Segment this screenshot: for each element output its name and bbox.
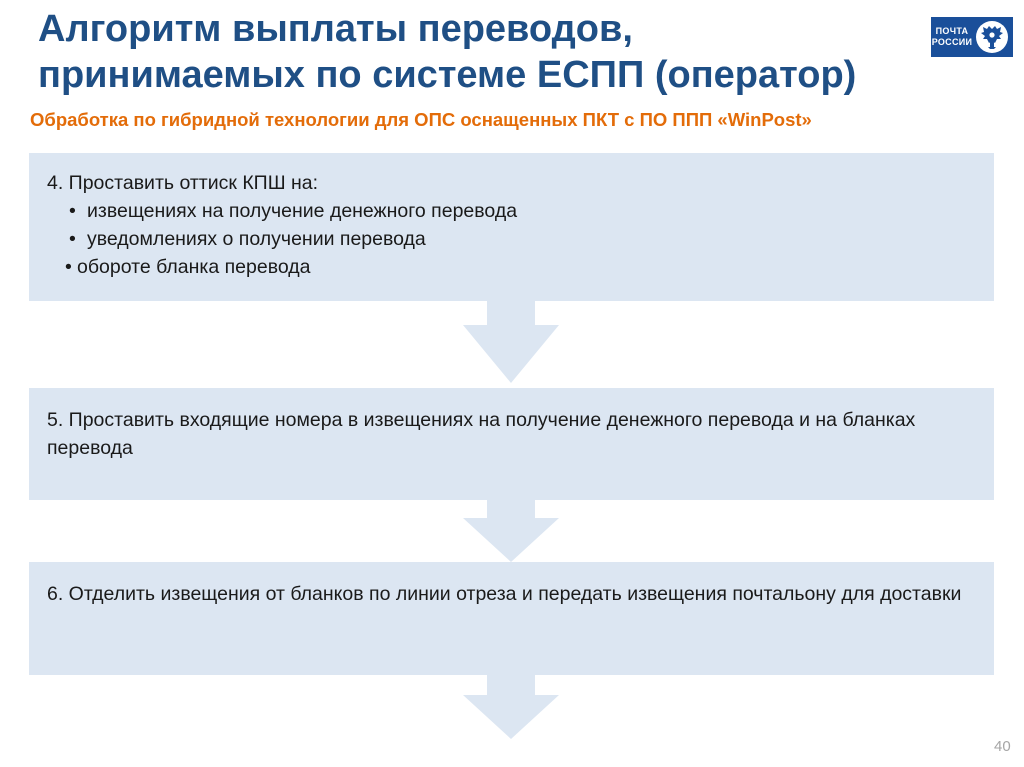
- bullet-text: уведомлениях о получении перевода: [87, 228, 426, 250]
- page-number: 40: [994, 738, 1011, 755]
- step-6-text: 6. Отделить извещения от бланков по линии отреза и передать извещения почтальону для доставки: [47, 583, 962, 605]
- logo-text-line-1: ПОЧТА: [935, 26, 969, 36]
- down-arrow-icon: [463, 500, 559, 562]
- down-arrow-icon: [463, 675, 559, 739]
- list-item: [47, 197, 974, 225]
- pochta-rossii-logo: [931, 17, 1013, 57]
- step-6-box: [29, 562, 994, 675]
- down-arrow-icon: [463, 301, 559, 383]
- logo-text: [931, 26, 973, 48]
- title-line-1: Алгоритм выплаты переводов,: [38, 8, 633, 50]
- step-5-text: 5. Проставить входящие номера в извещениях на получение денежного перевода и на бланках перевода: [47, 409, 916, 459]
- bullet-text: обороте бланка перевода: [77, 256, 311, 278]
- double-headed-eagle-icon: [975, 20, 1009, 54]
- bullet-text: извещениях на получение денежного перевода: [87, 200, 518, 222]
- logo-text-line-2: РОССИИ: [931, 37, 973, 47]
- bullet-dot: •: [65, 256, 72, 278]
- step-4-bullet-list: [47, 197, 974, 281]
- bullet-dot: •: [69, 228, 76, 250]
- list-item: [47, 253, 974, 281]
- bullet-dot: •: [69, 200, 76, 222]
- list-item: [47, 225, 974, 253]
- title-line-2: принимаемых по системе ЕСПП (оператор): [38, 54, 857, 96]
- step-4-box: [29, 153, 994, 301]
- subtitle: Обработка по гибридной технологии для ОПС оснащенных ПКТ с ПО ППП «WinPost»: [30, 109, 812, 130]
- step-4-heading: 4. Проставить оттиск КПШ на:: [47, 172, 319, 194]
- step-5-box: [29, 388, 994, 500]
- page-title: [38, 6, 918, 98]
